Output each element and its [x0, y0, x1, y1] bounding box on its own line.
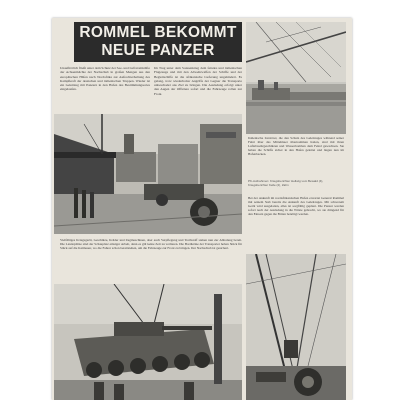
- harbor-unloading-photo: [54, 114, 242, 234]
- title-line-2: NEUE PANZER: [101, 42, 215, 59]
- article-title: [74, 22, 242, 62]
- intro-text-right: Im Trug unter dem Sonnenkrieg dem feindes und italienischen Flugzeuge und mit den Abwehrwaffen der Schiffe und der Begleitschiffe ist die afrikanische Lieferung ungehindert. Es gelang, trotz wiederholter Angriffe der Gegner die Transporte unbeschadet ans Ziel zu bringen. Die Ausladung erfolgt unter den Augen der Offiziere sofort und die Fahrzeuge rollen zur Front.: [154, 66, 242, 96]
- photo-credit: PK-Aufnahmen: Kriegsberichter Hellwig vom Bewald (4), Kriegsberichter Kelle (2), Zahn: [248, 180, 324, 187]
- magazine-page: [52, 18, 352, 400]
- unloading-caption: Vielfältiges Kriegsgerät, Geschütze, Kräder und Zugmaschinen, aber auch Verpflegung und Treibstoff stehen nun zur Abholung bereit. Die Landeplätze sind der Schauplatz emsiger Arbeit, denn es gilt keine Zeit zu verlieren. Die Bordkräne der Transporter heben Stück für Stück auf die Kaimauer, wo die Fahrer schon bereitstehen, um die Fahrzeuge zur Front zu bringen. Der Nachschub ist gesichert.: [60, 238, 242, 251]
- tank-crane-photo: [54, 284, 242, 400]
- title-line-1: ROMMEL BEKOMMT: [79, 24, 237, 41]
- destroyer-caption: Italienische Zerstörer, die den Schutz des Geleitzuges während seiner Fahrt über das Mittelmeer übernommen hatten, sind mit ihren Luftabwehrgeschützen und Wasserbomben dem Feind gewachsen. Sie haben die Schiffe sicher in den Hafen geleitet und liegen nun im Hafenbecken.: [248, 136, 344, 157]
- crane-rigging-photo: [246, 254, 346, 400]
- destroyer-photo: [246, 22, 346, 134]
- intro-text-left: Unaufhörlich fließt unter dem Schutz der See- und Luftstreitkräfte der Achsenmächte der Nachschub in großen Mengen aus den europäischen Häfen nach Nordafrika zur Aufrechterhaltung des Kampfkraft der deutschen und italienischen Truppen. Wieder ist ein Geleitzug mit Panzern in den Hafen des Bestimmungsortes eingelaufen.: [60, 66, 150, 92]
- rommel-caption: Bei der Ankunft im nordafrikanischen Hafen erwartet General Rommel mit seinem Stab bereits die Ankunft des Geleitzuges. Mit schwerem Gerät wird ausgeladen, alles ist sorgfältig geplant. Die Panzer werden sofort nach der Ausladung in die Wüste gebracht, wo sie dringend für den Einsatz gegen die Briten benötigt werden.: [248, 196, 344, 217]
